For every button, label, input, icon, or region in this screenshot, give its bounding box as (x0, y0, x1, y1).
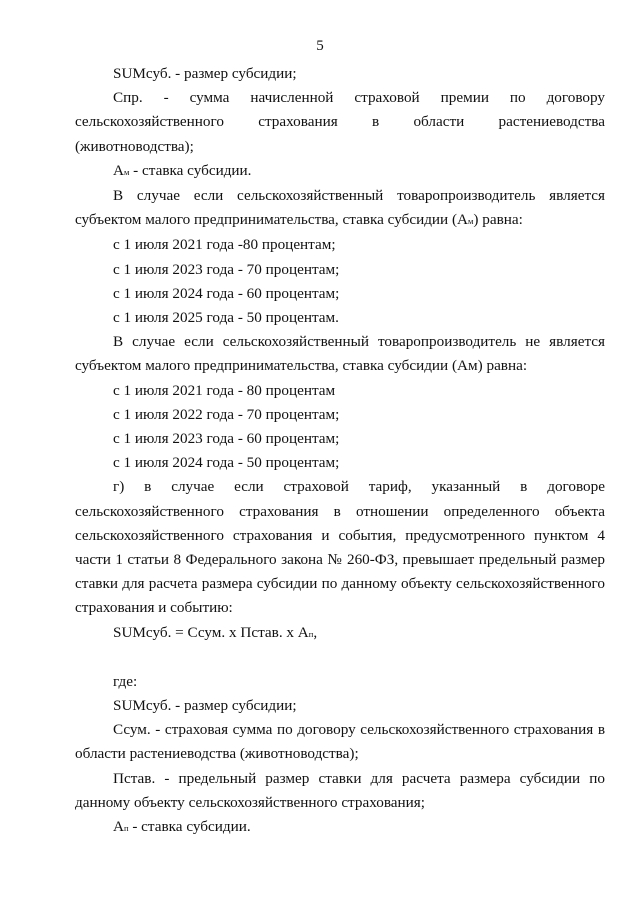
paragraph-am-definition: Ам - ставка субсидии. (113, 161, 252, 179)
paragraph-ap-definition: Ап - ставка субсидии. (113, 818, 251, 836)
list-item-rate: с 1 июля 2021 года -80 процентам; (113, 236, 336, 254)
blank-line (75, 646, 605, 670)
paragraph-sum-definition: SUMсуб. - размер субсидии; (113, 65, 297, 82)
paragraph-small-business-case: В случае если сельскохозяйственный товаропроизводитель является субъектом малого предпринимательства, ставка субсидии (Ам) равна: (75, 187, 605, 229)
list-item-rate: с 1 июля 2024 года - 50 процентам; (113, 454, 340, 472)
list-item-rate: с 1 июля 2021 года - 80 процентам (113, 381, 336, 399)
paragraph-non-small-business-case: В случае если сельскохозяйственный товаропроизводитель не является субъектом малого предпринимательства, ставка субсидии (Ам) равна: (75, 333, 605, 375)
paragraph-clause-g: г) в случае если страховой тариф, указанный в договоре сельскохозяйственного страхования в отношении определенного объекта сельскохозяйственного страхования и события, предусмотренного пунктом 4 части 1 статьи 8 Федерального закона № 260-ФЗ, превышает предельный размер ставки для расчета размера субсидии по данному объекту сельскохозяйственного страхования и событию: (75, 478, 605, 617)
paragraph-sum-definition: SUMсуб. - размер субсидии; (113, 697, 297, 715)
list-item-rate: с 1 июля 2025 года - 50 процентам. (113, 309, 339, 327)
paragraph-ssum-definition: Ссум. - страховая сумма по договору сельскохозяйственного страхования в области растениеводства (животноводства); (75, 721, 605, 763)
page-number: 5 (316, 38, 324, 54)
formula: SUMсуб. = Ссум. х Пстав. х Ап, (113, 623, 318, 641)
paragraph-spr-definition: Спр. - сумма начисленной страховой премии по договору сельскохозяйственного страхования в области растениеводства (животноводства); (75, 89, 605, 155)
list-item-rate: с 1 июля 2024 года - 60 процентам; (113, 284, 340, 302)
list-item-rate: с 1 июля 2023 года - 70 процентам; (113, 260, 340, 278)
list-item-rate: с 1 июля 2023 года - 60 процентам; (113, 430, 340, 448)
list-item-rate: с 1 июля 2022 года - 70 процентам; (113, 405, 340, 423)
paragraph-where: где: (113, 672, 138, 690)
paragraph-pstav-definition: Пстав. - предельный размер ставки для расчета размера субсидии по данному объекту сельскохозяйственного страхования; (75, 769, 605, 811)
document-body (75, 62, 605, 840)
